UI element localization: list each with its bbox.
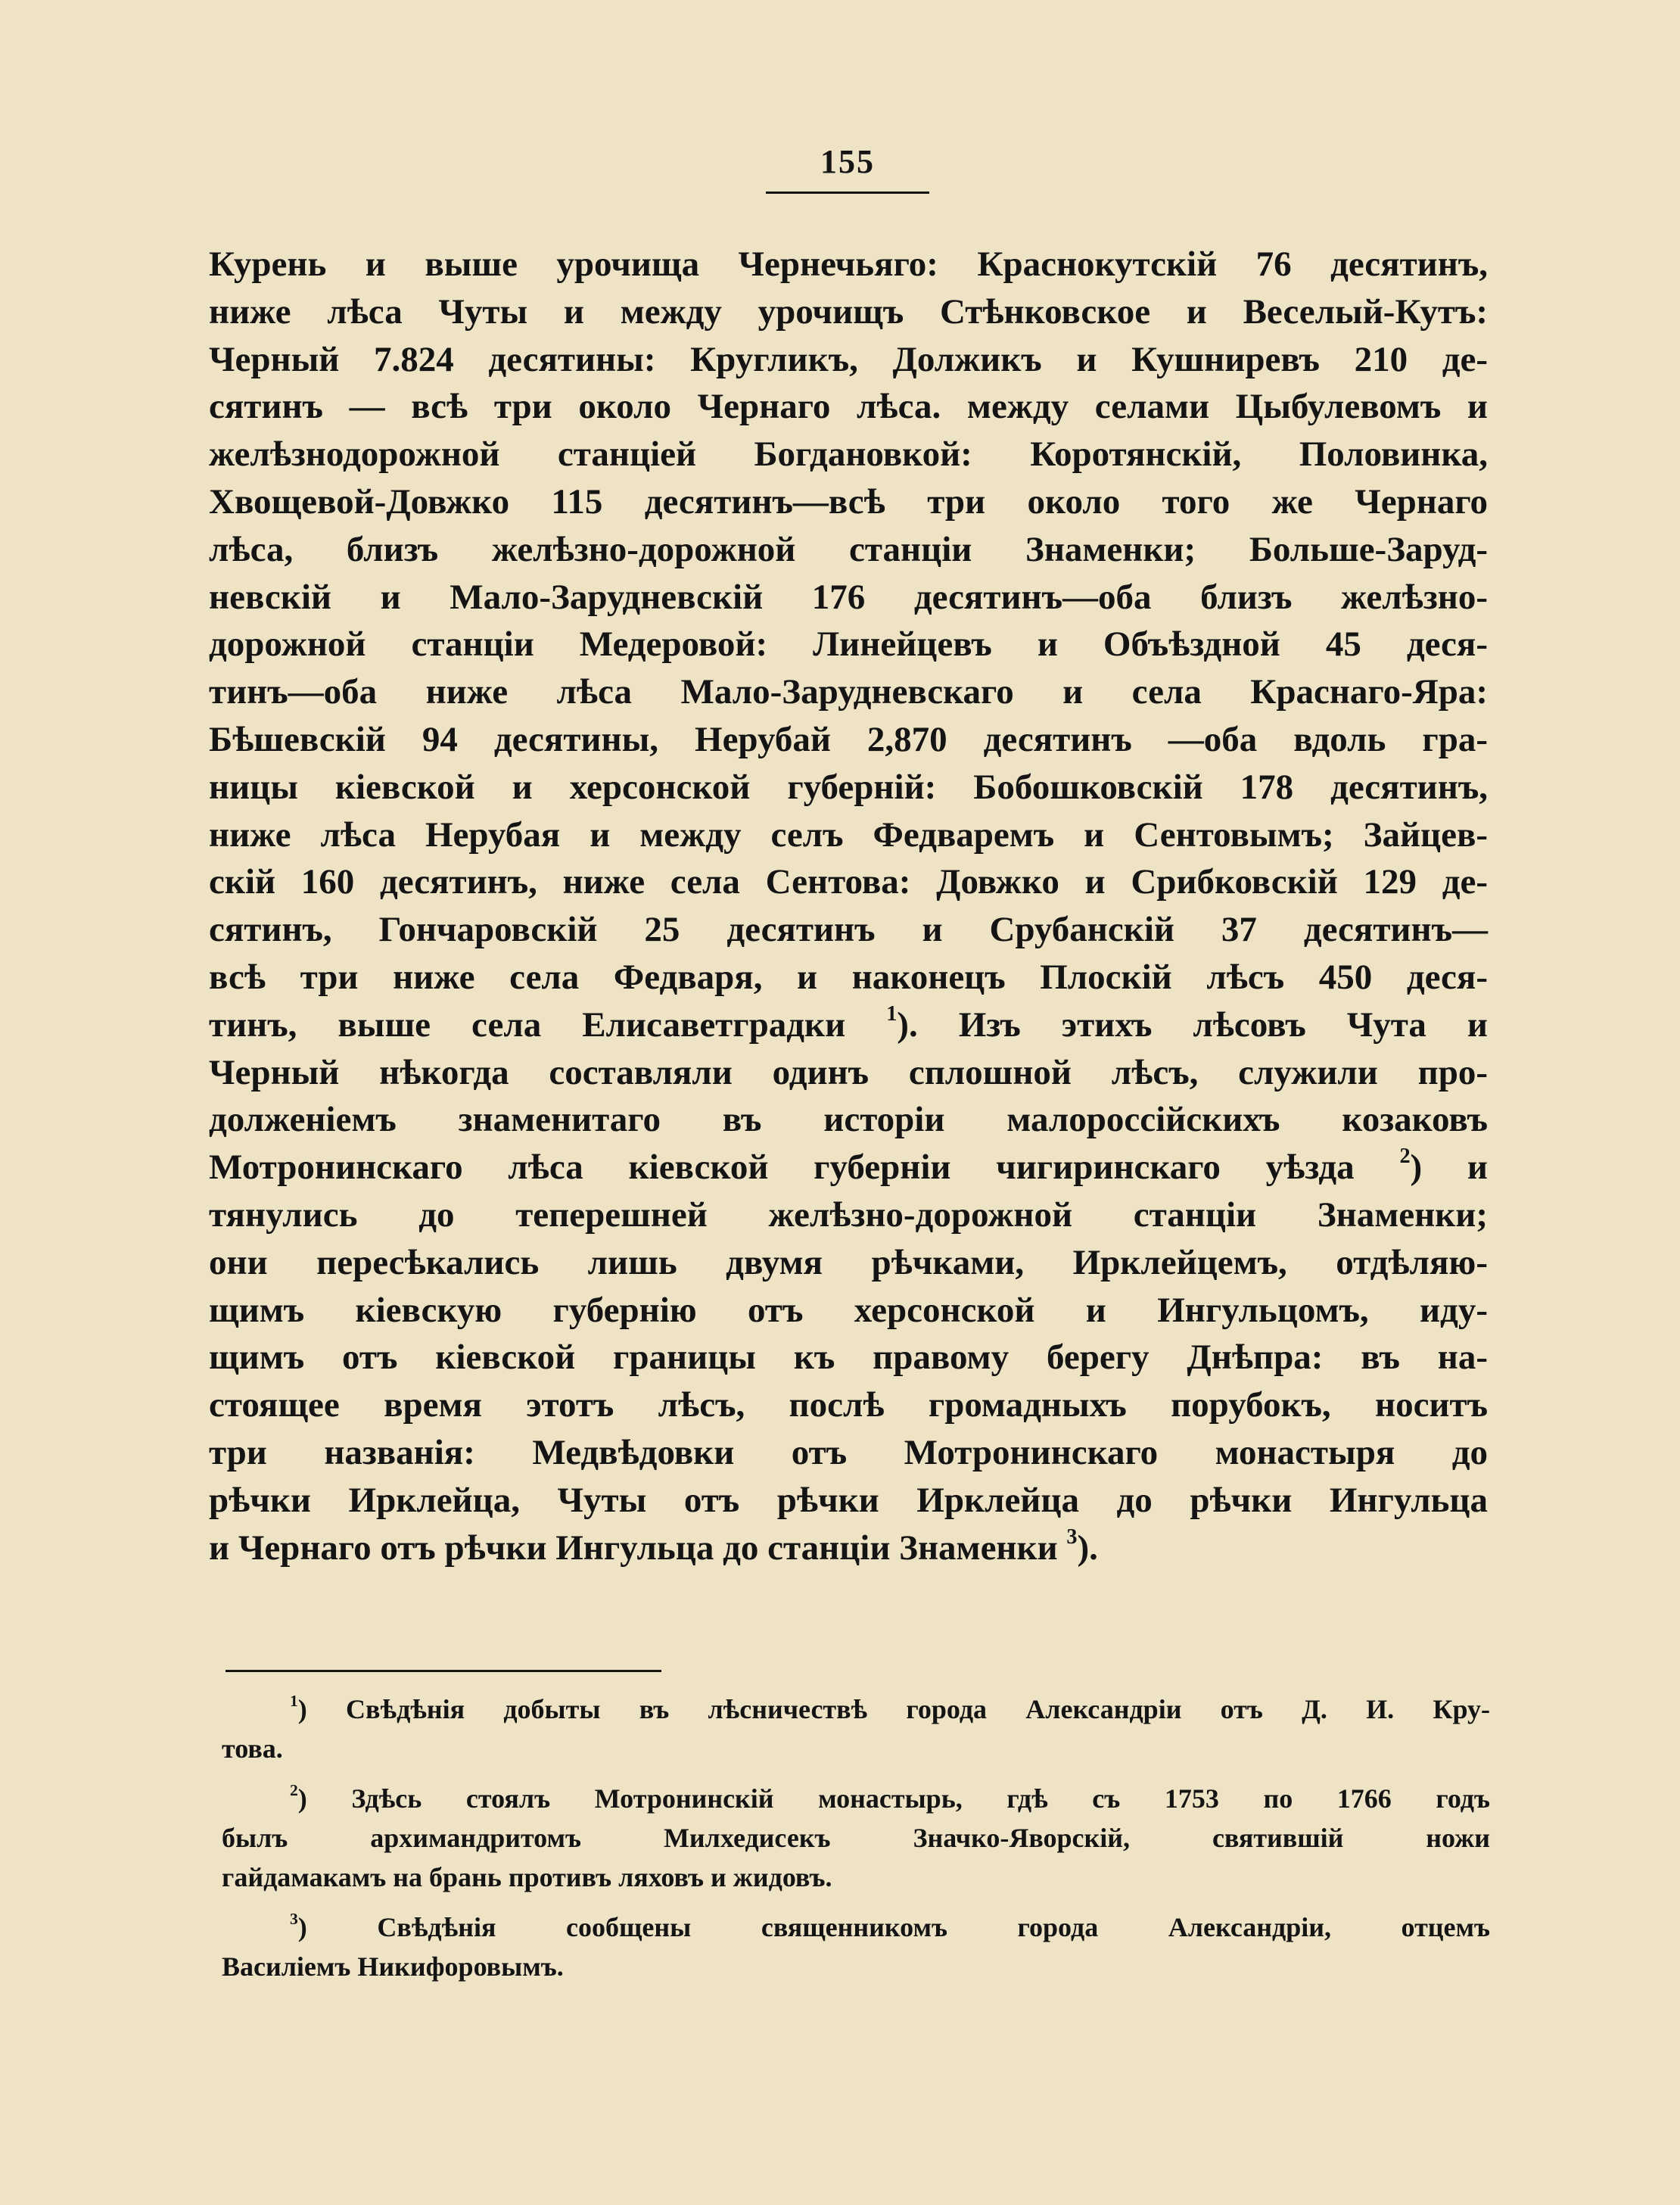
footnote-text: ) Свѣдѣнія добыты въ лѣсничествѣ города Александріи отъ Д. И. Кру- (297, 1694, 1490, 1724)
page-number-rule (766, 192, 929, 194)
footnote-ref-3[interactable]: 3 (1066, 1525, 1078, 1549)
footnote-marker: 1 (290, 1691, 298, 1710)
text-line: ниже лѣса Нерубая и между селъ Федваремъ и Сентовымъ; Зайцев- (209, 814, 1488, 855)
footnote-line: Василіемъ Никифоровымъ. (222, 1951, 564, 1982)
footnote-line: това. (222, 1733, 283, 1764)
text-line: ниже лѣса Чуты и между урочищъ Стѣнковское и Веселый-Кутъ: (209, 291, 1488, 332)
text-line: долженіемъ знаменитаго въ исторіи малороссійскихъ козаковъ (209, 1100, 1488, 1140)
text-segment: тинъ, выше села Елисаветградки (209, 1004, 846, 1045)
text-segment: ) и (1410, 1148, 1489, 1188)
page-number: 155 (820, 143, 875, 180)
footnote-line (222, 1779, 1490, 1818)
text-segment: Мотронинскаго лѣса кіевской губерніи чигиринскаго уѣзда (209, 1148, 1355, 1188)
text-line: три названія: Медвѣдовки отъ Мотронинскаго монастыря до (209, 1432, 1488, 1472)
text-line: стоящее время этотъ лѣсъ, послѣ громадныхъ порубокъ, носитъ (209, 1385, 1488, 1425)
footnotes (222, 1690, 1490, 1997)
text-line (209, 1144, 1488, 1191)
text-line: Хвощевой-Довжко 115 десятинъ—всѣ три около того же Чернаго (209, 481, 1488, 522)
text-segment: ). (1077, 1528, 1098, 1568)
footnote-line (222, 1908, 1490, 1947)
text-line: дорожной станціи Медеровой: Линейцевъ и Объѣздной 45 деся- (209, 624, 1488, 665)
footnote-text: ) Здѣсь стоялъ Мотронинскій монастырь, гдѣ съ 1753 по 1766 годъ (297, 1783, 1490, 1814)
text-line: скій 160 десятинъ, ниже села Сентова: Довжко и Срибковскій 129 де- (209, 862, 1488, 902)
text-line: Черный 7.824 десятины: Кругликъ, Должикъ и Кушниревъ 210 де- (209, 339, 1488, 379)
text-line: сятинъ, Гончаровскій 25 десятинъ и Срубанскій 37 десятинъ— (209, 910, 1488, 950)
text-line: всѣ три ниже села Федваря, и наконецъ Плоскій лѣсъ 450 деся- (209, 957, 1488, 997)
text-line: желѣзнодорожной станціей Богдановкой: Коротянскій, Половинка, (209, 434, 1488, 475)
text-line: Бѣшевскій 94 десятины, Нерубай 2,870 десятинъ —оба вдоль гра- (209, 719, 1488, 759)
footnote-text: ) Свѣдѣнія сообщены священникомъ города Александріи, отцемъ (297, 1912, 1490, 1942)
text-line: щимъ кіевскую губернію отъ херсонской и Ингульцомъ, иду- (209, 1290, 1488, 1330)
text-line: Курень и выше урочища Чернечьяго: Краснокутскій 76 десятинъ, (209, 244, 1488, 284)
text-line (209, 1525, 1488, 1572)
footnote-line: былъ архимандритомъ Милхедисекъ Значко-Яворскій, святившій ножи (222, 1823, 1490, 1853)
text-line (209, 1001, 1488, 1049)
footnote-line: гайдамакамъ на брань противъ ляховъ и жидовъ. (222, 1862, 832, 1892)
footnote-3 (222, 1908, 1490, 1986)
text-segment: и Чернаго отъ рѣчки Ингульца до станціи Знаменки (209, 1528, 1058, 1568)
footnote-line (222, 1690, 1490, 1729)
text-line: ницы кіевской и херсонской губерній: Бобошковскій 178 десятинъ, (209, 767, 1488, 807)
text-line: тинъ—оба ниже лѣса Мало-Зарудневскаго и села Краснаго-Яра: (209, 672, 1488, 712)
footnote-separator (226, 1670, 661, 1672)
text-line: Черный нѣкогда составляли одинъ сплошной лѣсъ, служили про- (209, 1052, 1488, 1092)
body-text (209, 241, 1488, 1571)
footnote-1 (222, 1690, 1490, 1768)
text-line: они пересѣкались лишь двумя рѣчками, Ирклейцемъ, отдѣляю- (209, 1242, 1488, 1282)
footnote-marker: 3 (290, 1909, 298, 1928)
footnote-ref-1[interactable]: 1 (886, 1001, 898, 1026)
text-line: лѣса, близъ желѣзно-дорожной станціи Знаменки; Больше-Заруд- (209, 529, 1488, 569)
text-line: тянулись до теперешней желѣзно-дорожной станціи Знаменки; (209, 1194, 1488, 1235)
text-line: щимъ отъ кіевской границы къ правому берегу Днѣпра: въ на- (209, 1338, 1488, 1378)
text-line: сятинъ — всѣ три около Чернаго лѣса. между селами Цыбулевомъ и (209, 387, 1488, 427)
text-line: невскій и Мало-Зарудневскій 176 десятинъ—оба близъ желѣзно- (209, 577, 1488, 617)
footnote-ref-2[interactable]: 2 (1399, 1145, 1411, 1168)
text-segment: ). Изъ этихъ лѣсовъ Чута и (897, 1004, 1488, 1045)
footnote-marker: 2 (290, 1780, 298, 1799)
text-line: рѣчки Ирклейца, Чуты отъ рѣчки Ирклейца до рѣчки Ингульца (209, 1480, 1488, 1520)
footnote-2 (222, 1779, 1490, 1897)
